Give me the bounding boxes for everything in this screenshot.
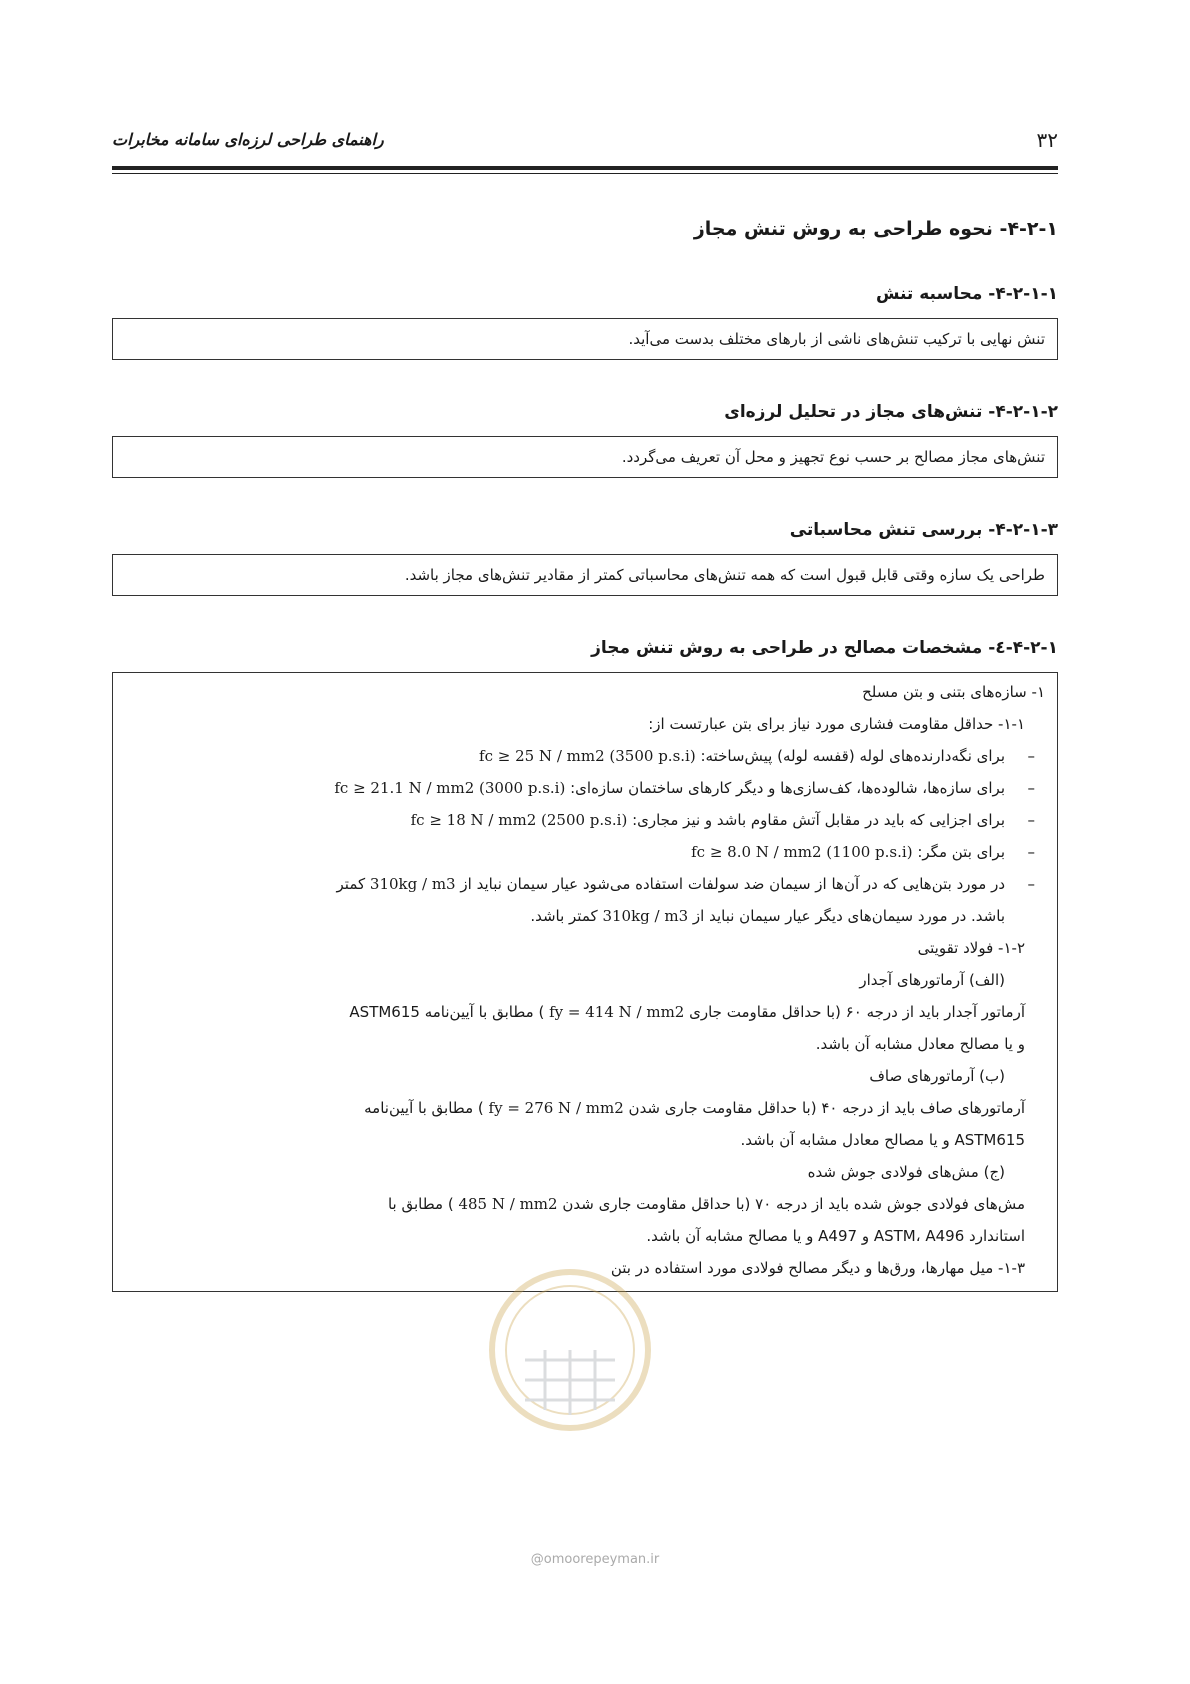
item-deformed-bars-cont: و یا مصالح معادل مشابه آن باشد. [815,1035,1025,1053]
formula-fy-276: fy = 276 N / mm2 [488,1099,624,1117]
subsection-box-2 [112,436,1058,478]
dash-marker: – [1027,875,1035,893]
bullet-text: برای اجزایی که باید در مقابل آتش مقاوم باشد و نیز مجاری: [632,811,1005,829]
subsection-box-3 [112,554,1058,596]
section-heading: ۴-۲-۱- نحوه طراحی به روش تنش مجاز [693,218,1058,240]
subsection-heading-1: ۴-۲-۱-۱- محاسبه تنش [875,284,1058,304]
item-compressive-strength: ۱-۱- حداقل مقاومت فشاری مورد نیاز برای بتن عبارتست از: [648,715,1025,733]
item-welded-mesh-cont: استاندارد ASTM، A496 و A497 و یا مصالح مشابه آن باشد. [646,1227,1025,1245]
text-run: آرماتورهای صاف باید از درجه ۴۰ (با حداقل مقاومت جاری شدن [628,1099,1025,1117]
bullet-lean-concrete [125,839,1045,866]
main-content [112,200,1058,1292]
formula-cement-c: 310kg / m3 [602,907,689,925]
formula-fc-21: fc ≥ 21.1 N / mm2 (3000 p.s.i) [334,779,566,797]
formula-fy-414: fy = 414 N / mm2 [549,1003,685,1021]
text-run: ) مطابق با آیین‌نامه ASTM615 [349,1003,545,1021]
bullet-text: برای بتن مگر: [917,843,1005,861]
subsection-text-2: تنش‌های مجاز مصالح بر حسب نوع تجهیز و محل آن تعریف می‌گردد. [621,448,1045,466]
item-deformed-bars-title: (الف) آرماتورهای آجدار [859,971,1005,989]
bullet-text: برای سازه‌ها، شالوده‌ها، کف‌سازی‌ها و دیگر کارهای ساختمان سازه‌ای: [570,779,1005,797]
bullet-structures-foundations [125,775,1045,802]
footer-website [0,1552,1190,1567]
item-deformed-bars-text [125,999,1045,1026]
watermark-logo [485,1265,655,1435]
text-run: ) مطابق با آیین‌نامه [364,1099,484,1117]
item-plain-bars-cont: ASTM615 و یا مصالح معادل مشابه آن باشد. [740,1131,1025,1149]
bullet-fire-resistant [125,807,1045,834]
subsection-heading-4: ۴-۲-۱-٤- مشخصات مصالح در طراحی به روش تنش مجاز [591,638,1058,658]
subsection-heading-3: ۴-۲-۱-۳- بررسی تنش محاسباتی [789,520,1058,540]
bullet-cement-content-cont [125,903,1045,930]
text-run: مش‌های فولادی جوش شده باید از درجه ۷۰ (با حداقل مقاومت جاری شدن [562,1195,1025,1213]
bullet-text: کمتر باشد. [530,907,598,925]
item-concrete-structures: ۱- سازه‌های بتنی و بتن مسلح [862,683,1045,701]
page-header [112,128,1058,158]
website-text: @omoorepeyman.ir [530,1552,660,1567]
bullet-text: در مورد بتن‌هایی که در آن‌ها از سیمان ضد سولفات استفاده می‌شود عیار سیمان نباید از [460,875,1005,893]
bullet-cement-content [125,871,1045,898]
text-run: ) مطابق با [387,1195,454,1213]
bullet-text: برای نگه‌دارنده‌های لوله (قفسه لوله) پیش‌ساخته: [700,747,1005,765]
item-reinforcing-steel: ۱-۲- فولاد تقویتی [917,939,1025,957]
dash-marker: – [1027,843,1035,861]
header-rule-thin [112,173,1058,174]
dash-marker: – [1027,779,1035,797]
subsection-box-1 [112,318,1058,360]
page-number: ۳۲ [1036,128,1058,152]
item-welded-mesh-text [125,1191,1045,1218]
dash-marker: – [1027,747,1035,765]
text-run: آرماتور آجدار باید از درجه ۶۰ (با حداقل مقاومت جاری [689,1003,1025,1021]
item-plain-bars-text [125,1095,1045,1122]
bullet-pipe-supports [125,743,1045,770]
materials-box [112,672,1058,1292]
subsection-heading-2: ۴-۲-۱-۲- تنش‌های مجاز در تحلیل لرزه‌ای [724,402,1058,422]
bullet-text: کمتر [336,875,366,893]
dash-marker: – [1027,811,1035,829]
item-plain-bars-title: (ب) آرماتورهای صاف [869,1067,1005,1085]
formula-485: 485 N / mm2 [458,1195,558,1213]
formula-fc-18: fc ≥ 18 N / mm2 (2500 p.s.i) [410,811,628,829]
formula-fc-25: fc ≥ 25 N / mm2 (3500 p.s.i) [479,747,696,765]
subsection-text-3: طراحی یک سازه وقتی قابل قبول است که همه تنش‌های محاسباتی کمتر از مقادیر تنش‌های مجاز باشد. [404,566,1045,584]
item-welded-mesh-title: (ج) مش‌های فولادی جوش شده [807,1163,1005,1181]
bullet-text: باشد. در مورد سیمان‌های دیگر عیار سیمان نباید از [692,907,1005,925]
formula-fc-8: fc ≥ 8.0 N / mm2 (1100 p.s.i) [691,843,913,861]
formula-cement-a: 310kg / m3 [369,875,456,893]
running-title: راهنمای طراحی لرزه‌ای سامانه مخابرات [112,130,384,149]
item-anchor-rods: ۱-۳- میل مهارها، ورق‌ها و دیگر مصالح فولادی مورد استفاده در بتن [610,1259,1025,1277]
header-rule-thick [112,166,1058,170]
subsection-text-1: تنش نهایی با ترکیب تنش‌های ناشی از بارهای مختلف بدست می‌آید. [628,330,1045,348]
